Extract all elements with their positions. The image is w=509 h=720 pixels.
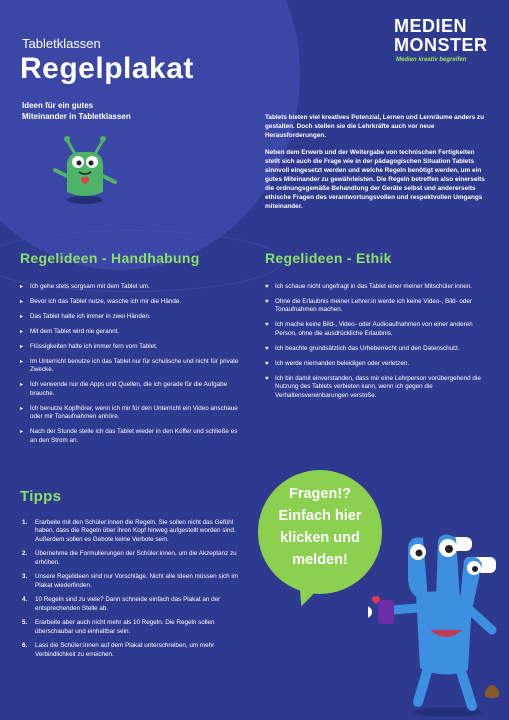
kicker: Tabletklassen	[22, 36, 101, 51]
bubble-line: Fragen!?	[288, 486, 352, 502]
list-item: ▸ Das Tablet halte ich immer in zwei Händen.	[20, 313, 151, 320]
logo-line1: MEDIEN	[394, 16, 468, 36]
list-item: 6. Lass die Schüler:innen auf dem Plakat unterschreiben, um mehr Verbindlichkeit zu erreichen.	[22, 642, 215, 658]
list-item: ▸ Ich verwende nur die Apps und Quellen, die ich gerade für die Aufgabe brauche.	[20, 381, 228, 397]
list-item: ▸ Nach der Stunde stelle ich das Tablet wieder in den Koffer und schließe es an den Strom an.	[20, 428, 238, 444]
intro-paragraph: Neben dem Erwerb und der Weitergabe von technischen Fertigkeiten stellt sich auch die Frage wie in der pädagogischen Situation Tablets sinnvoll eingesetzt werden und welche Regeln benötigt werden, um ein gutes Miteinander zu gewährleisten. Die Regeln betreffen also einerseits die ordnungsgemäße Behandlung der Geräte selbst und andererseits ethische Fragen des verantwortungsvollen und respektvollen Umgangs miteinander.	[265, 149, 485, 210]
heading-ethik: Regelideen - Ethik	[265, 250, 392, 266]
tipps-list	[22, 519, 250, 665]
list-item: ▸ Ich benutze Kopfhörer, wenn ich mir für den Unterricht ein Video anschaue oder mir Tonaufnahmen anhöre.	[20, 404, 238, 421]
like-icon	[368, 606, 372, 618]
logo-line2: MONSTER	[394, 35, 488, 55]
heading-handhabung: Regelideen - Handhabung	[20, 250, 200, 266]
list-item: ▸ Bevor ich das Tablet nutze, wasche ich mir die Hände.	[20, 298, 182, 305]
list-item: ♥ Ich mache keine Bild-, Video- oder Audioaufnahmen von einer anderen Person, ohne die ausdrückliche Erlaubnis.	[265, 321, 473, 337]
list-item: ▸ Im Unterricht benutze ich das Tablet nur für schulische und nicht für private Zwecke.	[20, 358, 239, 374]
list-item: ▸ Flüssigkeiten halte ich immer fern vom Tablet.	[20, 343, 158, 350]
list-item: ▸ Mit dem Tablet wird nie gerannt.	[20, 328, 120, 335]
intro-paragraph: Tablets bieten viel kreatives Potenzial, Lernen und Lernräume anders zu gestalten. Doch stellen sie die Lehrkräfte auch vor neue Herausforderungen.	[265, 114, 485, 139]
list-item: 4. 10 Regeln sind zu viele? Dann schneide einfach das Plakat an der entsprechenden Stelle ab.	[22, 596, 221, 612]
list-item: 1. Erarbeite mit den Schüler:innen die Regeln. Sie sollen nicht das Gefühl haben, dass die Regeln über ihren Kopf hinweg aufgestellt worden sind. Außerdem sollen es Gebote keine Verbote sein.	[22, 519, 236, 543]
subtitle-line: Ideen für ein gutes	[22, 101, 94, 110]
list-item: 2. Übernehme die Formulierungen der Schüler:innen, um die Akzeptanz zu erhöhen.	[22, 550, 237, 566]
handhabung-list	[20, 283, 246, 452]
intro-text	[265, 113, 490, 219]
list-item: ♥ Ich schaue nicht ungefragt in das Tablet einer meiner Mitschüler:innen.	[265, 283, 472, 290]
monster-icon	[45, 130, 125, 210]
ethik-list	[265, 283, 490, 407]
subtitle-line: Miteinander in Tabletklassen	[22, 112, 131, 121]
bubble-line: melden!	[292, 552, 348, 568]
list-item: ♥ Ohne die Erlaubnis meiner Lehrer:in werde ich keine Video-, Bild- oder Tonaufnahmen machen.	[265, 298, 472, 314]
list-item: 5. Erarbeite aber auch nicht mehr als 10 Regeln. Die Regeln sollen überschaubar und einhaltbar sein.	[22, 619, 215, 635]
feedback-bubble-text[interactable]	[258, 483, 382, 571]
monster-icon	[368, 530, 508, 720]
logo-tagline: Medien kreativ begreifen	[396, 57, 467, 63]
heading-tipps: Tipps	[20, 488, 62, 505]
phone-icon	[378, 600, 394, 624]
list-item: 3. Unsere Regelideen sind nur Vorschläge. Nicht alle Ideen müssen sich im Plakat wiederfinden.	[22, 573, 239, 589]
page-title: Regelplakat	[20, 52, 194, 85]
logo[interactable]	[392, 16, 492, 72]
bubble-line: Einfach hier	[278, 508, 362, 524]
list-item: ▸ Ich gehe stets sorgsam mit dem Tablet um.	[20, 283, 150, 290]
list-item: ♥ Ich beachte grundsätzlich das Urheberrecht und den Datenschutz.	[265, 344, 460, 352]
bubble-line: klicken und	[280, 530, 360, 546]
list-item: ♥ Ich werde niemanden beleidigen oder verletzen.	[265, 359, 410, 367]
subtitle	[22, 100, 162, 122]
list-item: ♥ Ich bin damit einverstanden, dass mir eine Lehrperson vorübergehend die Nutzung des Tablets verbieten kann, wenn ich gegen die Verhaltensvereinbarungen verstoße.	[265, 374, 481, 399]
